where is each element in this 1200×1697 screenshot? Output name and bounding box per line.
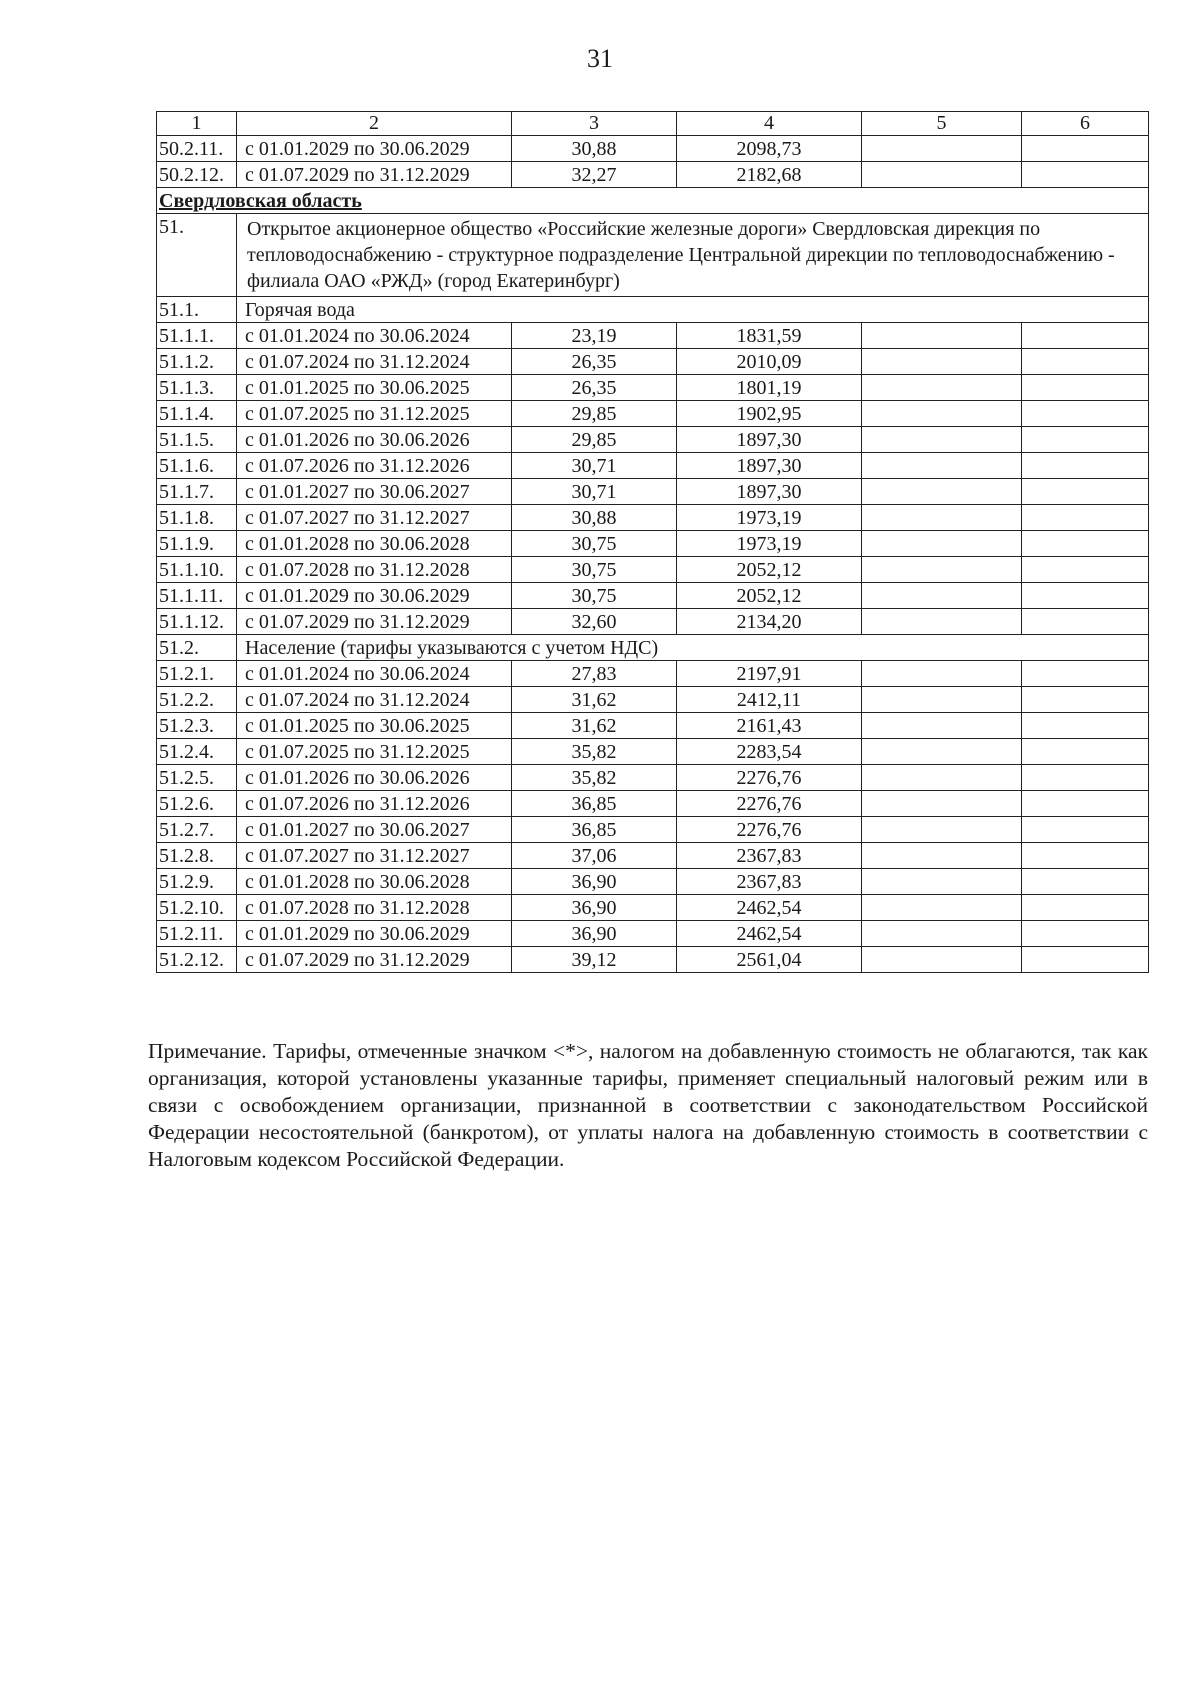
- value-col4: 2276,76: [677, 791, 862, 817]
- empty-col6: [1022, 375, 1149, 401]
- period-cell: с 01.07.2024 по 31.12.2024: [237, 687, 512, 713]
- table-row: [157, 921, 1149, 947]
- empty-col5: [862, 453, 1022, 479]
- table-row: [157, 791, 1149, 817]
- period-cell: с 01.01.2025 по 30.06.2025: [237, 713, 512, 739]
- empty-col6: [1022, 895, 1149, 921]
- period-cell: с 01.01.2026 по 30.06.2026: [237, 765, 512, 791]
- empty-col6: [1022, 479, 1149, 505]
- empty-col5: [862, 713, 1022, 739]
- region-title: Свердловская область: [157, 188, 1149, 214]
- row-number: 51.1.3.: [157, 375, 237, 401]
- table-row: [157, 505, 1149, 531]
- row-number: 51.2.1.: [157, 661, 237, 687]
- empty-col5: [862, 323, 1022, 349]
- period-cell: с 01.01.2025 по 30.06.2025: [237, 375, 512, 401]
- empty-col6: [1022, 557, 1149, 583]
- value-col4: 2367,83: [677, 869, 862, 895]
- empty-col6: [1022, 843, 1149, 869]
- empty-col6: [1022, 453, 1149, 479]
- row-number: 51.2.9.: [157, 869, 237, 895]
- value-col4: 2367,83: [677, 843, 862, 869]
- row-number: 50.2.12.: [157, 162, 237, 188]
- row-number: 51.2.6.: [157, 791, 237, 817]
- value-col3: 30,75: [512, 557, 677, 583]
- value-col3: 39,12: [512, 947, 677, 973]
- value-col4: 1902,95: [677, 401, 862, 427]
- period-cell: с 01.07.2029 по 31.12.2029: [237, 162, 512, 188]
- tariff-table: [156, 111, 1149, 973]
- value-col4: 2010,09: [677, 349, 862, 375]
- empty-col5: [862, 843, 1022, 869]
- table-row: [157, 765, 1149, 791]
- table-row: [157, 162, 1149, 188]
- period-cell: с 01.01.2029 по 30.06.2029: [237, 136, 512, 162]
- empty-col5: [862, 895, 1022, 921]
- column-header: 1: [157, 112, 237, 136]
- empty-col5: [862, 947, 1022, 973]
- section-label: Население (тарифы указываются с учетом НДС): [237, 635, 1149, 661]
- table-row: [157, 687, 1149, 713]
- empty-col5: [862, 505, 1022, 531]
- value-col3: 36,85: [512, 817, 677, 843]
- table-row: [157, 869, 1149, 895]
- period-cell: с 01.07.2026 по 31.12.2026: [237, 453, 512, 479]
- table-row: [157, 557, 1149, 583]
- empty-col6: [1022, 765, 1149, 791]
- empty-col5: [862, 921, 1022, 947]
- period-cell: с 01.07.2025 по 31.12.2025: [237, 401, 512, 427]
- value-col3: 36,90: [512, 895, 677, 921]
- value-col3: 29,85: [512, 401, 677, 427]
- column-header: 4: [677, 112, 862, 136]
- empty-col6: [1022, 817, 1149, 843]
- value-col4: 2462,54: [677, 895, 862, 921]
- table-row: [157, 583, 1149, 609]
- period-cell: с 01.01.2029 по 30.06.2029: [237, 583, 512, 609]
- table-row: [157, 375, 1149, 401]
- table-row: [157, 895, 1149, 921]
- value-col4: 2276,76: [677, 817, 862, 843]
- empty-col6: [1022, 947, 1149, 973]
- row-number: 51.1.5.: [157, 427, 237, 453]
- value-col3: 27,83: [512, 661, 677, 687]
- empty-col6: [1022, 349, 1149, 375]
- empty-col5: [862, 375, 1022, 401]
- table-row: [157, 609, 1149, 635]
- value-col4: 1897,30: [677, 453, 862, 479]
- value-col4: 2412,11: [677, 687, 862, 713]
- value-col3: 30,75: [512, 531, 677, 557]
- table-header-row: [157, 112, 1149, 136]
- empty-col5: [862, 609, 1022, 635]
- table-row: [157, 713, 1149, 739]
- empty-col5: [862, 479, 1022, 505]
- section-row: [157, 297, 1149, 323]
- empty-col6: [1022, 609, 1149, 635]
- empty-col5: [862, 687, 1022, 713]
- value-col4: 2462,54: [677, 921, 862, 947]
- period-cell: с 01.01.2024 по 30.06.2024: [237, 661, 512, 687]
- table-row: [157, 843, 1149, 869]
- value-col4: 1801,19: [677, 375, 862, 401]
- row-number: 51.1.7.: [157, 479, 237, 505]
- period-cell: с 01.07.2029 по 31.12.2029: [237, 609, 512, 635]
- table-row: [157, 136, 1149, 162]
- page-number: 31: [587, 44, 613, 73]
- table-row: [157, 661, 1149, 687]
- row-number: 51.2.5.: [157, 765, 237, 791]
- value-col3: 31,62: [512, 687, 677, 713]
- empty-col5: [862, 661, 1022, 687]
- value-col3: 26,35: [512, 375, 677, 401]
- value-col3: 35,82: [512, 765, 677, 791]
- row-number: 51.2.10.: [157, 895, 237, 921]
- empty-col6: [1022, 323, 1149, 349]
- row-number: 51.1.2.: [157, 349, 237, 375]
- table-row: [157, 739, 1149, 765]
- empty-col6: [1022, 869, 1149, 895]
- row-number: 51.: [157, 214, 237, 297]
- period-cell: с 01.01.2028 по 30.06.2028: [237, 869, 512, 895]
- value-col4: 2134,20: [677, 609, 862, 635]
- empty-col6: [1022, 687, 1149, 713]
- row-number: 51.1.10.: [157, 557, 237, 583]
- value-col3: 26,35: [512, 349, 677, 375]
- period-cell: с 01.07.2028 по 31.12.2028: [237, 895, 512, 921]
- empty-col5: [862, 791, 1022, 817]
- value-col3: 23,19: [512, 323, 677, 349]
- empty-col6: [1022, 427, 1149, 453]
- empty-col6: [1022, 162, 1149, 188]
- period-cell: с 01.01.2027 по 30.06.2027: [237, 817, 512, 843]
- row-number: 51.2.4.: [157, 739, 237, 765]
- row-number: 51.1.9.: [157, 531, 237, 557]
- value-col3: 36,85: [512, 791, 677, 817]
- value-col4: 1897,30: [677, 479, 862, 505]
- value-col3: 29,85: [512, 427, 677, 453]
- value-col4: 1897,30: [677, 427, 862, 453]
- period-cell: с 01.01.2026 по 30.06.2026: [237, 427, 512, 453]
- row-number: 50.2.11.: [157, 136, 237, 162]
- row-number: 51.2.11.: [157, 921, 237, 947]
- region-row: [157, 188, 1149, 214]
- table-row: [157, 479, 1149, 505]
- period-cell: с 01.07.2028 по 31.12.2028: [237, 557, 512, 583]
- row-number: 51.1.11.: [157, 583, 237, 609]
- empty-col5: [862, 765, 1022, 791]
- period-cell: с 01.01.2028 по 30.06.2028: [237, 531, 512, 557]
- empty-col6: [1022, 713, 1149, 739]
- table-row: [157, 401, 1149, 427]
- table-row: [157, 531, 1149, 557]
- value-col3: 37,06: [512, 843, 677, 869]
- row-number: 51.1.6.: [157, 453, 237, 479]
- column-header: 6: [1022, 112, 1149, 136]
- empty-col5: [862, 136, 1022, 162]
- period-cell: с 01.07.2029 по 31.12.2029: [237, 947, 512, 973]
- row-number: 51.1.4.: [157, 401, 237, 427]
- empty-col5: [862, 349, 1022, 375]
- value-col4: 2276,76: [677, 765, 862, 791]
- empty-col5: [862, 583, 1022, 609]
- period-cell: с 01.07.2027 по 31.12.2027: [237, 843, 512, 869]
- period-cell: с 01.01.2029 по 30.06.2029: [237, 921, 512, 947]
- table-row: [157, 349, 1149, 375]
- period-cell: с 01.07.2024 по 31.12.2024: [237, 349, 512, 375]
- value-col4: 2161,43: [677, 713, 862, 739]
- table-row: [157, 817, 1149, 843]
- row-number: 51.1.: [157, 297, 237, 323]
- value-col3: 36,90: [512, 869, 677, 895]
- empty-col6: [1022, 531, 1149, 557]
- value-col4: 2182,68: [677, 162, 862, 188]
- value-col4: 2052,12: [677, 557, 862, 583]
- value-col4: 1973,19: [677, 531, 862, 557]
- empty-col6: [1022, 505, 1149, 531]
- value-col3: 30,88: [512, 505, 677, 531]
- row-number: 51.2.3.: [157, 713, 237, 739]
- row-number: 51.1.8.: [157, 505, 237, 531]
- value-col3: 36,90: [512, 921, 677, 947]
- row-number: 51.1.1.: [157, 323, 237, 349]
- value-col3: 32,27: [512, 162, 677, 188]
- value-col4: 2197,91: [677, 661, 862, 687]
- value-col4: 2052,12: [677, 583, 862, 609]
- row-number: 51.2.8.: [157, 843, 237, 869]
- empty-col6: [1022, 791, 1149, 817]
- value-col4: 2283,54: [677, 739, 862, 765]
- value-col3: 35,82: [512, 739, 677, 765]
- value-col3: 31,62: [512, 713, 677, 739]
- row-number: 51.2.7.: [157, 817, 237, 843]
- value-col3: 32,60: [512, 609, 677, 635]
- empty-col6: [1022, 921, 1149, 947]
- value-col4: 1973,19: [677, 505, 862, 531]
- empty-col5: [862, 557, 1022, 583]
- value-col4: 2561,04: [677, 947, 862, 973]
- table-row: [157, 947, 1149, 973]
- empty-col5: [862, 531, 1022, 557]
- empty-col6: [1022, 583, 1149, 609]
- section-row: [157, 635, 1149, 661]
- empty-col5: [862, 869, 1022, 895]
- empty-col6: [1022, 739, 1149, 765]
- footnote: Примечание. Тарифы, отмеченные значком <*>, налогом на добавленную стоимость не облагаются, так как организация, которой установлены указанные тарифы, применяет специальный налоговый режим или в связи с освобождением организации, признанной в соответствии с законодательством Российской Федерации несостоятельной (банкротом), от уплаты налога на добавленную стоимость в соответствии с Налоговым кодексом Российской Федерации.: [148, 1039, 1148, 1171]
- value-col3: 30,88: [512, 136, 677, 162]
- table-row: [157, 453, 1149, 479]
- row-number: 51.2.: [157, 635, 237, 661]
- column-header: 2: [237, 112, 512, 136]
- table-row: [157, 427, 1149, 453]
- value-col3: 30,71: [512, 453, 677, 479]
- period-cell: с 01.07.2027 по 31.12.2027: [237, 505, 512, 531]
- row-number: 51.1.12.: [157, 609, 237, 635]
- period-cell: с 01.01.2027 по 30.06.2027: [237, 479, 512, 505]
- empty-col6: [1022, 661, 1149, 687]
- column-header: 3: [512, 112, 677, 136]
- value-col4: 2098,73: [677, 136, 862, 162]
- value-col4: 1831,59: [677, 323, 862, 349]
- organization-name: Открытое акционерное общество «Российские железные дороги» Свердловская дирекция по тепловодоснабжению - структурное подразделение Центральной дирекции по тепловодоснабжению - филиала ОАО «РЖД» (город Екатеринбург): [237, 214, 1149, 297]
- empty-col6: [1022, 401, 1149, 427]
- table-row: [157, 323, 1149, 349]
- period-cell: с 01.07.2026 по 31.12.2026: [237, 791, 512, 817]
- empty-col5: [862, 401, 1022, 427]
- column-header: 5: [862, 112, 1022, 136]
- empty-col5: [862, 817, 1022, 843]
- empty-col5: [862, 427, 1022, 453]
- section-label: Горячая вода: [237, 297, 1149, 323]
- empty-col6: [1022, 136, 1149, 162]
- empty-col5: [862, 739, 1022, 765]
- value-col3: 30,71: [512, 479, 677, 505]
- organization-row: [157, 214, 1149, 297]
- row-number: 51.2.2.: [157, 687, 237, 713]
- row-number: 51.2.12.: [157, 947, 237, 973]
- empty-col5: [862, 162, 1022, 188]
- period-cell: с 01.07.2025 по 31.12.2025: [237, 739, 512, 765]
- value-col3: 30,75: [512, 583, 677, 609]
- period-cell: с 01.01.2024 по 30.06.2024: [237, 323, 512, 349]
